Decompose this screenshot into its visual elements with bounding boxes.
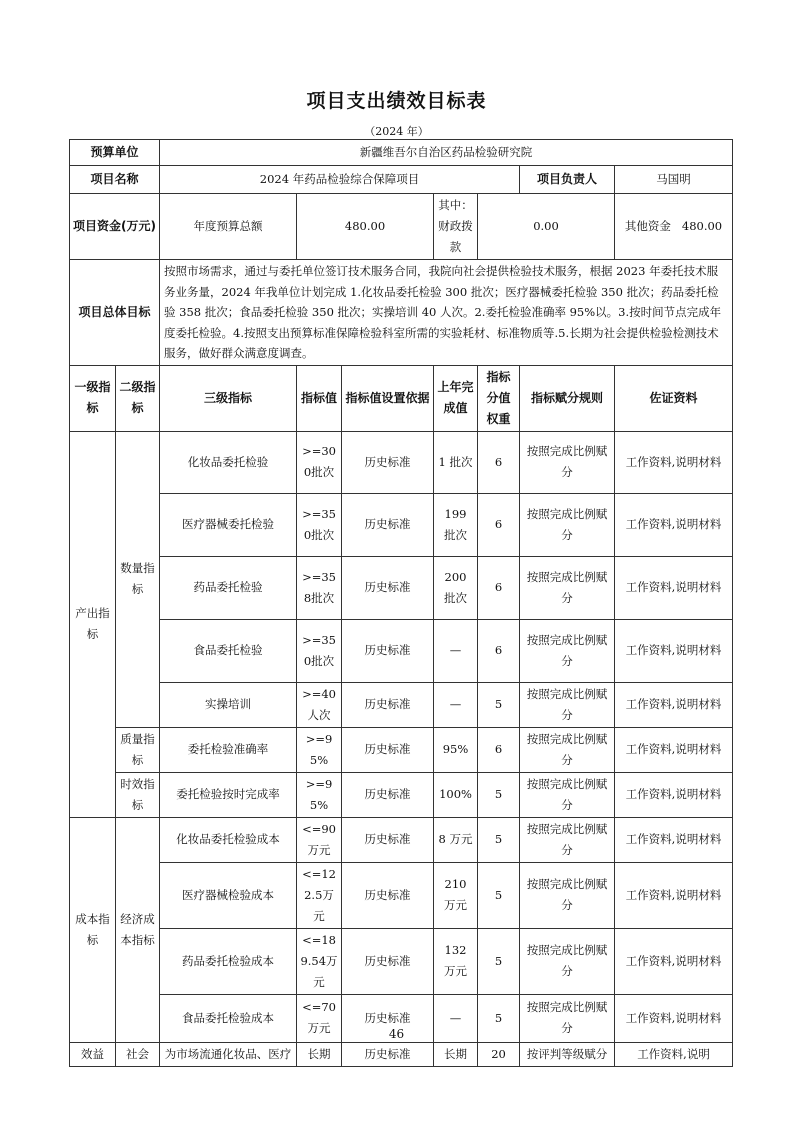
col-evidence-header: 佐证资料 <box>615 365 733 431</box>
indicator-value: >=95% <box>297 727 342 772</box>
overall-goal-text: 按照市场需求，通过与委托单位签订技术服务合同，我院向社会提供检验技术服务，根据 2023 年委托技术服务业务量，2024 年我单位计划完成 1.化妆品委托检验 300 批次；医疗器械委托检验 350 批次；药品委托检验 358 批次；食品委托检验 350 批次；实操培训 40 人次。2.委托检验准确率 95%以。3.按时间节点完成年度委托检验。4.按照支出预算标准保障检验科室所需的实验耗材、标准物质等.5.长期为社会提供检验检测技术服务，做好群众满意度调查。 <box>160 260 733 366</box>
indicator-name: 实操培训 <box>160 682 297 727</box>
col-level3-header: 三级指标 <box>160 365 297 431</box>
indicator-weight: 5 <box>478 772 520 817</box>
indicator-name: 药品委托检验 <box>160 556 297 619</box>
table-row <box>70 817 733 862</box>
annual-budget-value: 480.00 <box>297 194 434 260</box>
indicator-weight: 6 <box>478 431 520 493</box>
column-header-row <box>70 365 733 431</box>
indicator-rule: 按照完成比例赋分 <box>520 431 615 493</box>
fiscal-value: 0.00 <box>478 194 615 260</box>
indicator-rule: 按照完成比例赋分 <box>520 862 615 928</box>
indicator-evidence: 工作资料,说明 <box>615 1042 733 1066</box>
indicator-last-year: 200 批次 <box>434 556 478 619</box>
indicator-last-year: 132 万元 <box>434 928 478 994</box>
indicator-last-year: — <box>434 682 478 727</box>
indicator-basis: 历史标准 <box>342 1042 434 1066</box>
project-name-value: 2024 年药品检验综合保障项目 <box>160 166 520 194</box>
table-row <box>70 928 733 994</box>
indicator-evidence: 工作资料,说明材料 <box>615 994 733 1042</box>
indicator-weight: 6 <box>478 493 520 556</box>
indicator-rule: 按照完成比例赋分 <box>520 928 615 994</box>
indicator-value: <=189.54万元 <box>297 928 342 994</box>
indicator-rule: 按照完成比例赋分 <box>520 994 615 1042</box>
indicator-basis: 历史标准 <box>342 994 434 1042</box>
indicator-basis: 历史标准 <box>342 431 434 493</box>
table-row <box>70 862 733 928</box>
project-leader-label: 项目负责人 <box>520 166 615 194</box>
indicator-rule: 按照完成比例赋分 <box>520 493 615 556</box>
table-row <box>70 682 733 727</box>
indicator-rule: 按照完成比例赋分 <box>520 727 615 772</box>
budget-unit-row <box>70 140 733 166</box>
indicator-value: <=90万元 <box>297 817 342 862</box>
indicator-evidence: 工作资料,说明材料 <box>615 619 733 682</box>
indicator-basis: 历史标准 <box>342 493 434 556</box>
indicator-evidence: 工作资料,说明材料 <box>615 682 733 727</box>
indicator-name: 食品委托检验 <box>160 619 297 682</box>
performance-table <box>69 139 733 1067</box>
group-quality: 质量指标 <box>116 727 160 772</box>
indicator-name: 委托检验按时完成率 <box>160 772 297 817</box>
indicator-basis: 历史标准 <box>342 772 434 817</box>
project-name-label: 项目名称 <box>70 166 160 194</box>
group-output: 产出指标 <box>70 431 116 817</box>
indicator-weight: 6 <box>478 619 520 682</box>
indicator-weight: 5 <box>478 682 520 727</box>
col-scoring-header: 指标赋分规则 <box>520 365 615 431</box>
indicator-rule: 按照完成比例赋分 <box>520 772 615 817</box>
table-row <box>70 619 733 682</box>
indicator-weight: 20 <box>478 1042 520 1066</box>
indicator-rule: 按评判等级赋分 <box>520 1042 615 1066</box>
indicator-evidence: 工作资料,说明材料 <box>615 817 733 862</box>
indicator-weight: 5 <box>478 862 520 928</box>
group-social: 社会 <box>116 1042 160 1066</box>
year-caption: （2024 年） <box>364 125 429 138</box>
indicator-value: >=350批次 <box>297 493 342 556</box>
indicator-name: 医疗器械委托检验 <box>160 493 297 556</box>
indicator-last-year: 199 批次 <box>434 493 478 556</box>
indicator-rule: 按照完成比例赋分 <box>520 619 615 682</box>
indicator-basis: 历史标准 <box>342 817 434 862</box>
indicator-last-year: — <box>434 619 478 682</box>
indicator-name: 化妆品委托检验成本 <box>160 817 297 862</box>
table-row <box>70 431 733 493</box>
indicator-basis: 历史标准 <box>342 727 434 772</box>
indicator-last-year: — <box>434 994 478 1042</box>
group-cost: 成本指标 <box>70 817 116 1042</box>
table-row <box>70 772 733 817</box>
indicator-weight: 5 <box>478 994 520 1042</box>
other-funds-value: 480.00 <box>681 219 723 233</box>
col-basis-header: 指标值设置依据 <box>342 365 434 431</box>
indicator-last-year: 95% <box>434 727 478 772</box>
indicator-value: >=350批次 <box>297 619 342 682</box>
indicator-name: 食品委托检验成本 <box>160 994 297 1042</box>
indicator-value: 长期 <box>297 1042 342 1066</box>
indicator-name: 委托检验准确率 <box>160 727 297 772</box>
group-timeliness: 时效指标 <box>116 772 160 817</box>
overall-goal-label: 项目总体目标 <box>70 260 160 366</box>
fiscal-label: 其中：财政拨款 <box>434 194 478 260</box>
indicator-weight: 6 <box>478 556 520 619</box>
project-funds-row <box>70 194 733 260</box>
project-name-row <box>70 166 733 194</box>
indicator-name: 化妆品委托检验 <box>160 431 297 493</box>
overall-goal-row <box>70 260 733 366</box>
other-funds-label: 其他资金 <box>624 219 671 233</box>
indicator-weight: 5 <box>478 928 520 994</box>
indicator-value: <=70万元 <box>297 994 342 1042</box>
indicator-evidence: 工作资料,说明材料 <box>615 928 733 994</box>
budget-unit-label: 预算单位 <box>70 140 160 166</box>
table-row <box>70 1042 733 1066</box>
indicator-last-year: 长期 <box>434 1042 478 1066</box>
indicator-basis: 历史标准 <box>342 619 434 682</box>
indicator-weight: 6 <box>478 727 520 772</box>
indicator-evidence: 工作资料,说明材料 <box>615 727 733 772</box>
indicator-name: 为市场流通化妆品、医疗 <box>160 1042 297 1066</box>
col-weight-header: 指标分值权重 <box>478 365 520 431</box>
indicator-value: >=358批次 <box>297 556 342 619</box>
indicator-rule: 按照完成比例赋分 <box>520 817 615 862</box>
indicator-evidence: 工作资料,说明材料 <box>615 493 733 556</box>
indicator-name: 医疗器械检验成本 <box>160 862 297 928</box>
page-title: 项目支出绩效目标表 <box>306 90 487 112</box>
project-funds-label: 项目资金(万元) <box>70 194 160 260</box>
other-funds-cell <box>615 194 733 260</box>
group-benefit: 效益 <box>70 1042 116 1066</box>
indicator-evidence: 工作资料,说明材料 <box>615 772 733 817</box>
indicator-basis: 历史标准 <box>342 928 434 994</box>
col-last-year-header: 上年完成值 <box>434 365 478 431</box>
indicator-last-year: 210 万元 <box>434 862 478 928</box>
indicator-last-year: 1 批次 <box>434 431 478 493</box>
indicator-basis: 历史标准 <box>342 682 434 727</box>
indicator-value: >=40人次 <box>297 682 342 727</box>
indicator-name: 药品委托检验成本 <box>160 928 297 994</box>
table-row <box>70 493 733 556</box>
indicator-value: >=300批次 <box>297 431 342 493</box>
group-quantity: 数量指标 <box>116 431 160 727</box>
indicator-last-year: 8 万元 <box>434 817 478 862</box>
indicator-basis: 历史标准 <box>342 862 434 928</box>
indicator-evidence: 工作资料,说明材料 <box>615 431 733 493</box>
budget-unit-value: 新疆维吾尔自治区药品检验研究院 <box>160 140 733 166</box>
group-economic-cost: 经济成本指标 <box>116 817 160 1042</box>
col-value-header: 指标值 <box>297 365 342 431</box>
indicator-basis: 历史标准 <box>342 556 434 619</box>
indicator-weight: 5 <box>478 817 520 862</box>
indicator-evidence: 工作资料,说明材料 <box>615 862 733 928</box>
project-leader-value: 马国明 <box>615 166 733 194</box>
page-number: 46 <box>388 1027 405 1041</box>
indicator-evidence: 工作资料,说明材料 <box>615 556 733 619</box>
table-row <box>70 556 733 619</box>
col-level2-header: 二级指标 <box>116 365 160 431</box>
indicator-rule: 按照完成比例赋分 <box>520 556 615 619</box>
indicator-value: >=95% <box>297 772 342 817</box>
indicator-value: <=122.5万元 <box>297 862 342 928</box>
indicator-rule: 按照完成比例赋分 <box>520 682 615 727</box>
table-row <box>70 727 733 772</box>
col-level1-header: 一级指标 <box>70 365 116 431</box>
indicator-last-year: 100% <box>434 772 478 817</box>
annual-budget-label: 年度预算总额 <box>160 194 297 260</box>
